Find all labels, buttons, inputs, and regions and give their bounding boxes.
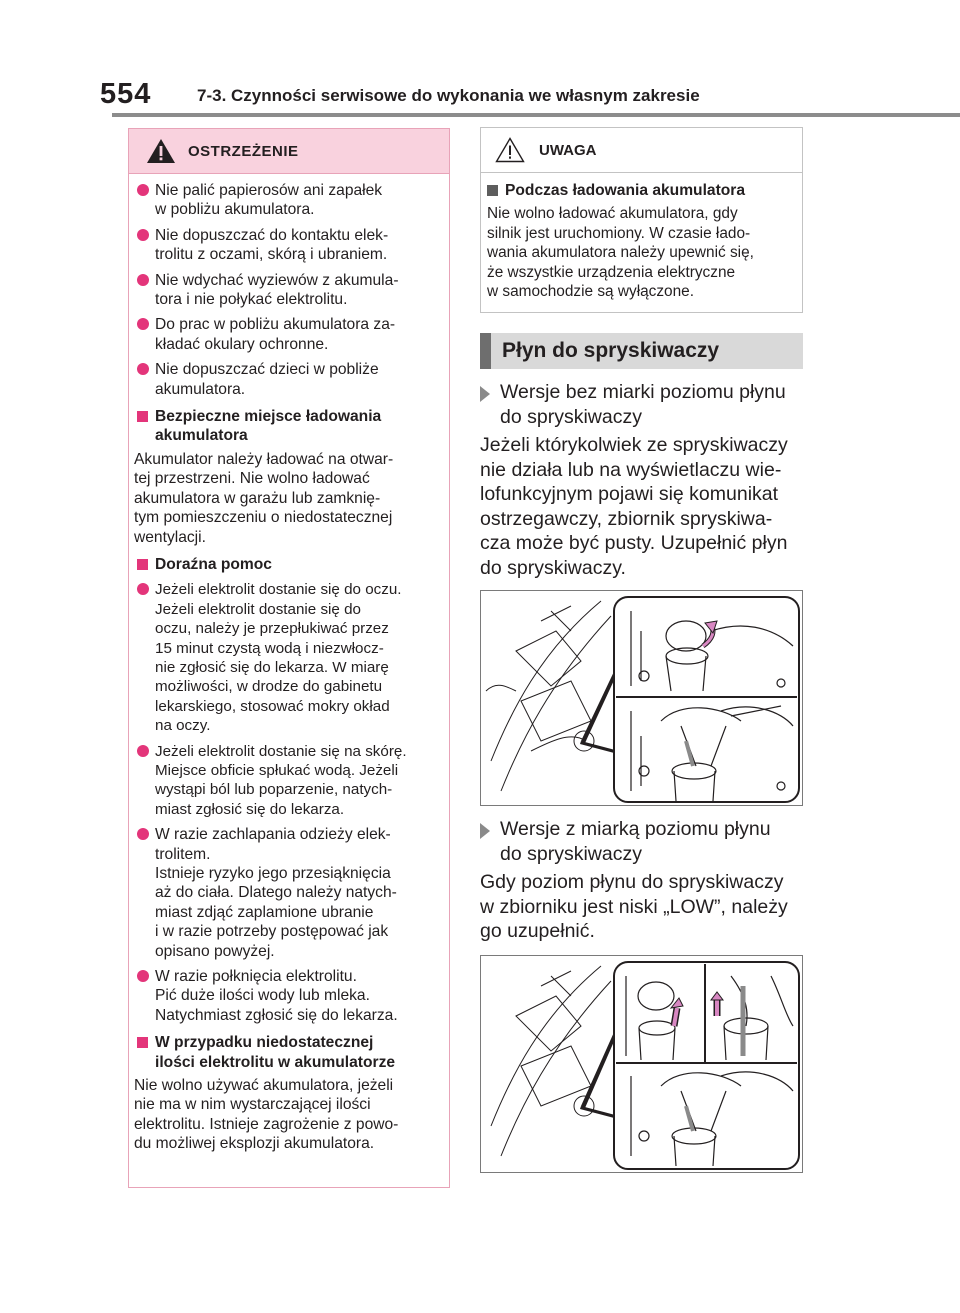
- warning-item: [134, 181, 445, 220]
- notice-title: UWAGA: [539, 141, 597, 159]
- page-number: 554: [100, 78, 152, 110]
- square-bullet-icon: [137, 411, 148, 422]
- notice-header: [481, 128, 802, 173]
- warning-item-text: Nie wdychać wyziewów z akumula- tora i nie połykać elektrolitu.: [155, 271, 399, 309]
- engine-bay-illustration: [481, 591, 803, 806]
- banner-accent-bar: [480, 333, 491, 369]
- warning-paragraph: Akumulator należy ładować na otwar- tej przestrzeni. Nie wolno ładować akumulatora w garażu lub zamknię- tym pomieszczeniu o niedostatecznej wentylacji.: [134, 450, 394, 546]
- caution-triangle-icon: [495, 137, 525, 163]
- warning-item-text: Do prac w pobliżu akumulatora za- kładać okulary ochronne.: [155, 316, 396, 353]
- bullet-icon: [137, 184, 149, 196]
- warning-item: [134, 967, 445, 1025]
- arrow-bullet-icon: [480, 823, 490, 839]
- notice-paragraph: Nie wolno ładować akumulatora, gdy silnik jest uruchomiony. W czasie łado- wania akumulatora należy upewnić się, że wszystkie urządzenia elektryczne w samochodzie są wyłączone.: [487, 205, 754, 301]
- warning-title: OSTRZEŻENIE: [188, 142, 299, 160]
- engine-bay-illustration: [481, 956, 803, 1173]
- variant-text: Wersje bez miarki poziomu płynu do spryskiwaczy: [500, 381, 786, 428]
- section-heading: Płyn do spryskiwaczy: [502, 339, 720, 362]
- variant-heading: [480, 380, 786, 430]
- washer-paragraph: Jeżeli którykolwiek ze spryskiwaczy nie działa lub na wyświetlaczu wie- lofunkcyjnym pojawi się komunikat ostrzegawczy, zbiornik spryskiwa- cza może być pusty. Uzupełnić płyn do spryskiwaczy.: [480, 434, 788, 579]
- section-banner: [480, 333, 803, 369]
- bullet-icon: [137, 828, 149, 840]
- warning-body: [129, 174, 449, 1154]
- header-divider: [112, 113, 960, 117]
- warning-item: [134, 271, 445, 310]
- notice-box: [480, 127, 803, 313]
- subheading-text: W przypadku niedostatecznej ilości elektrolitu w akumulatorze: [155, 1034, 396, 1071]
- warning-item: [134, 360, 445, 399]
- notice-subheading: [487, 181, 794, 200]
- washer-paragraph: Gdy poziom płynu do spryskiwaczy w zbiorniku jest niski „LOW”, należy go uzupełnić.: [480, 871, 788, 943]
- warning-item-text: Nie palić papierosów ani zapałek w pobliżu akumulatora.: [155, 182, 383, 219]
- warning-item-text: Nie dopuszczać dzieci w pobliże akumulatora.: [155, 361, 379, 398]
- warning-item-text: W razie połknięcia elektrolitu. Pić duże ilości wody lub mleka. Natychmiast zgłosić się do lekarza.: [155, 968, 398, 1024]
- subheading-text: Doraźna pomoc: [155, 555, 272, 573]
- variant-heading: [480, 817, 771, 867]
- chapter-title: 7-3. Czynności serwisowe do wykonania we własnym zakresie: [197, 86, 700, 105]
- warning-item: [134, 226, 445, 265]
- warning-item: [134, 742, 445, 820]
- warning-subheading: [134, 407, 445, 446]
- warning-subheading: [134, 555, 445, 574]
- warning-item: [134, 825, 445, 961]
- warning-header: [129, 129, 449, 174]
- square-bullet-icon: [487, 185, 498, 196]
- variant-text: Wersje z miarką poziomu płynu do spryskiwaczy: [500, 818, 771, 865]
- bullet-icon: [137, 363, 149, 375]
- warning-box: [128, 128, 450, 1188]
- warning-triangle-icon: [146, 138, 176, 164]
- square-bullet-icon: [137, 559, 148, 570]
- subheading-text: Bezpieczne miejsce ładowania akumulatora: [155, 408, 382, 445]
- warning-item-text: Jeżeli elektrolit dostanie się do oczu. Jeżeli elektrolit dostanie się do oczu, należy je przepłukiwać przez 15 minut czystą wodą i niezwłocz- nie zgłosić się do lekarza. W miarę możliwości, w drodze do gabinetu lekarskiego, stosować mokry okład na oczy.: [155, 581, 402, 735]
- bullet-icon: [137, 745, 149, 757]
- notice-body: [481, 173, 802, 301]
- bullet-icon: [137, 229, 149, 241]
- warning-subheading: [134, 1033, 445, 1072]
- warning-item-text: Nie dopuszczać do kontaktu elek- trolitu z oczami, skórą i ubraniem.: [155, 226, 389, 264]
- bullet-icon: [137, 274, 149, 286]
- warning-paragraph: Nie wolno używać akumulatora, jeżeli nie ma w nim wystarczającej ilości elektrolitu. Istnieje zagrożenie z powo- du możliwej eksplozji akumulatora.: [134, 1077, 399, 1153]
- washer-illustration-1: [480, 590, 803, 806]
- bullet-icon: [137, 318, 149, 330]
- subheading-text: Podczas ładowania akumulatora: [505, 182, 746, 199]
- warning-item-text: W razie zachlapania odzieży elek- trolitem. Istnieje ryzyko jego przesiąknięcia aż do ciała. Dlatego należy natych- miast zdjąć zaplamione ubranie i w razie potrzeby postępować jak opisano powyżej.: [155, 826, 397, 960]
- warning-item-text: Jeżeli elektrolit dostanie się na skórę. Miejsce obficie spłukać wodą. Jeżeli wystąpi ból lub poparzenie, natych- miast zgłosić się do lekarza.: [155, 742, 407, 818]
- washer-illustration-2: [480, 955, 803, 1173]
- square-bullet-icon: [137, 1037, 148, 1048]
- warning-item: [134, 580, 445, 735]
- warning-item: [134, 315, 445, 354]
- arrow-bullet-icon: [480, 386, 490, 402]
- bullet-icon: [137, 970, 149, 982]
- bullet-icon: [137, 583, 149, 595]
- page-header: [0, 0, 960, 120]
